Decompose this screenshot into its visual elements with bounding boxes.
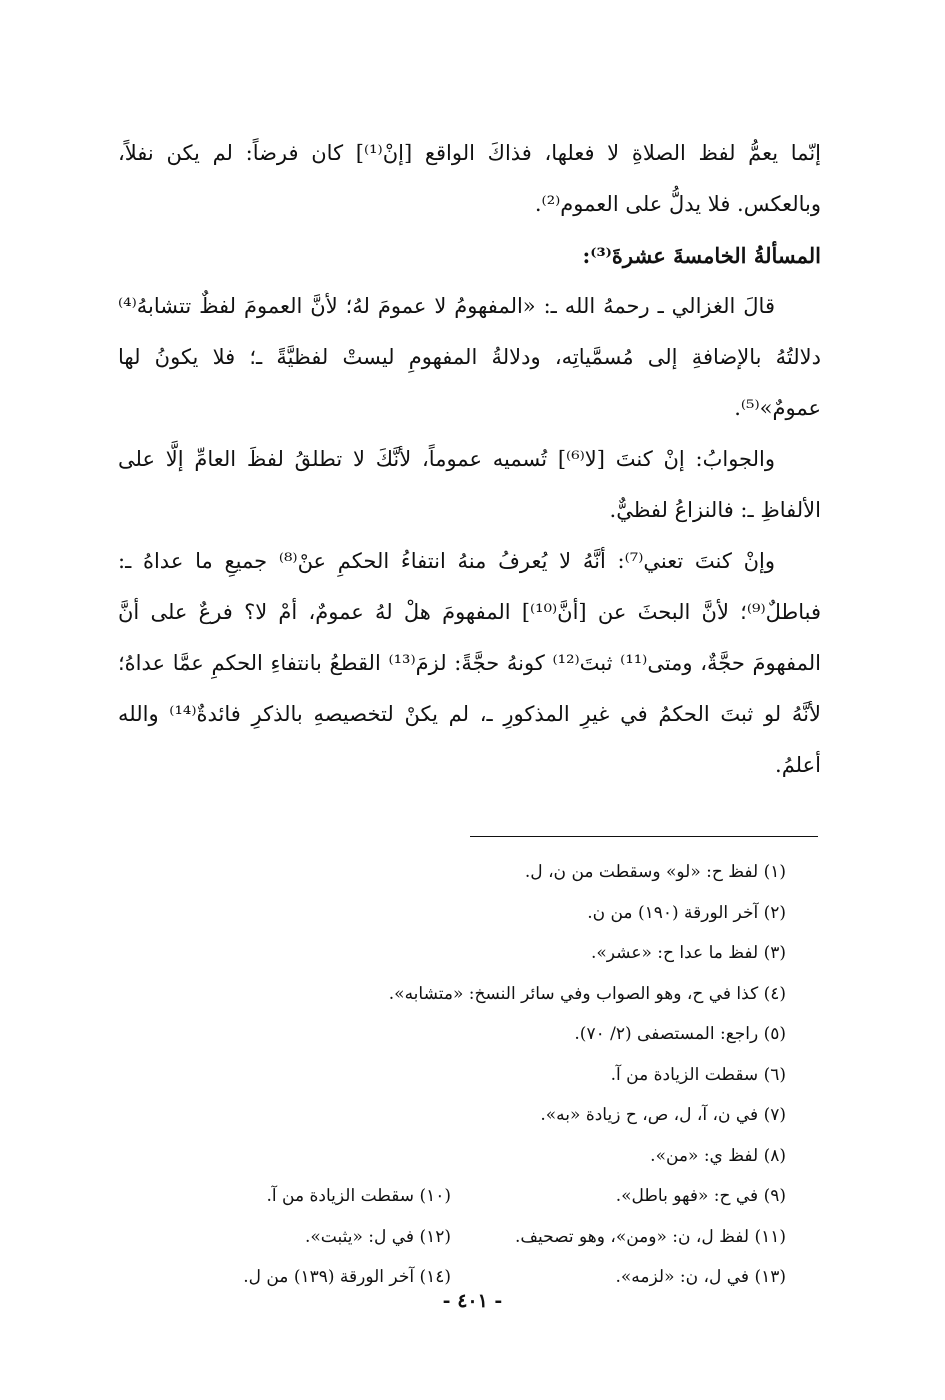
footnote-12: (١٢) في ل: «يثبت». bbox=[304, 1226, 451, 1247]
footnote-1: (١) لفظ ح: «لو» وسقطت من ن، ل. bbox=[524, 862, 786, 882]
footnote-3: (٣) لفظ ما عدا ح: «عشر». bbox=[590, 943, 786, 963]
footnote-7: (٧) في ن، آ، ل، ص، ح زيادة «به». bbox=[540, 1105, 786, 1125]
paragraph-ghazali-quote: قالَ الغزالي ـ رحمهُ الله ـ: «المفهومُ لا عمومَ لهُ؛ لأنَّ العمومَ لفظٌ تتشابهُ⁽⁴⁾ دلالتُهُ بالإضافةِ إلى مُسمَّياتِه، ودلالةُ المفهومِ ليستْ لفظيَّةً ـ؛ فلا يكونُ لها عمومٌ»⁽⁵⁾. bbox=[118, 294, 821, 420]
footnote-row bbox=[118, 1176, 786, 1217]
footnote-14: (١٤) آخر الورقة (١٣٩) من ل. bbox=[243, 1267, 451, 1287]
footnote-4: (٤) كذا في ح، وهو الصواب وفي سائر النسخ: «متشابه». bbox=[388, 983, 786, 1004]
main-text bbox=[118, 128, 821, 791]
paragraph-continuation: إنّما يعمُّ لفظ الصلاةِ لا فعلها، فذاكَ الواقع [إنْ⁽¹⁾] كان فرضاً: لم يكن نفلاً، وبالعكس. فلا يدلُّ على العموم⁽²⁾. bbox=[118, 141, 821, 216]
footnote-2: (٢) آخر الورقة (١٩٠) من ن. bbox=[587, 902, 786, 923]
footnote-8: (٨) لفظ ي: «من». bbox=[650, 1145, 786, 1166]
section-heading: المسألةُ الخامسةَ عشرةَ⁽³⁾: bbox=[582, 243, 821, 268]
footnote-separator bbox=[470, 836, 818, 837]
paragraph-answer: والجوابُ: إنْ كنتَ [لا⁽⁶⁾] تُسميه عموماً، لأنَّكَ لا تطلقُ لفظَ العامِّ إلَّا على الألفاظِ ـ: فالنزاعُ لفظيٌّ. bbox=[118, 447, 821, 522]
footnote-11: (١١) لفظ ل، ن: «ومن»، وهو تصحيف. bbox=[514, 1226, 786, 1247]
footnote-13: (١٣) في ل، ن: «لزمه». bbox=[615, 1267, 786, 1287]
page-number: - ٤٠١ - bbox=[442, 1290, 503, 1312]
footnote-9: (٩) في ح: «فهو باطل». bbox=[615, 1186, 786, 1206]
footnotes bbox=[118, 852, 786, 1298]
footnote-5: (٥) راجع: المستصفى (٢/ ٧٠). bbox=[574, 1024, 786, 1044]
footnote-10: (١٠) سقطت الزيادة من آ. bbox=[266, 1186, 451, 1206]
paragraph-second-answer: وإنْ كنتَ تعني⁽⁷⁾: أنَّهُ لا يُعرفُ منهُ انتفاءُ الحكمِ عنْ⁽⁸⁾ جميعِ ما عداهُ ـ: فباطلٌ⁽⁹⁾؛ لأنَّ البحثَ عن [أنَّ⁽¹⁰⁾] المفهومَ هلْ لهُ عمومٌ، أمْ لا؟ فرعٌ على أنَّ المفهومَ حجَّةٌ، ومتى⁽¹¹⁾ ثبتَ⁽¹²⁾ كونهُ حجَّةً: لزمَ⁽¹³⁾ القطعُ بانتفاءِ الحكمِ عمَّا عداهُ؛ لأنَّهُ لو ثبتَ الحكمُ في غيرِ المذكورِ ـ، لم يكنْ لتخصيصهِ بالذكرِ فائدةٌ⁽¹⁴⁾ والله أعلمُ. bbox=[118, 549, 822, 777]
footnote-row bbox=[118, 1217, 786, 1258]
footnote-6: (٦) سقطت الزيادة من آ. bbox=[610, 1064, 786, 1085]
